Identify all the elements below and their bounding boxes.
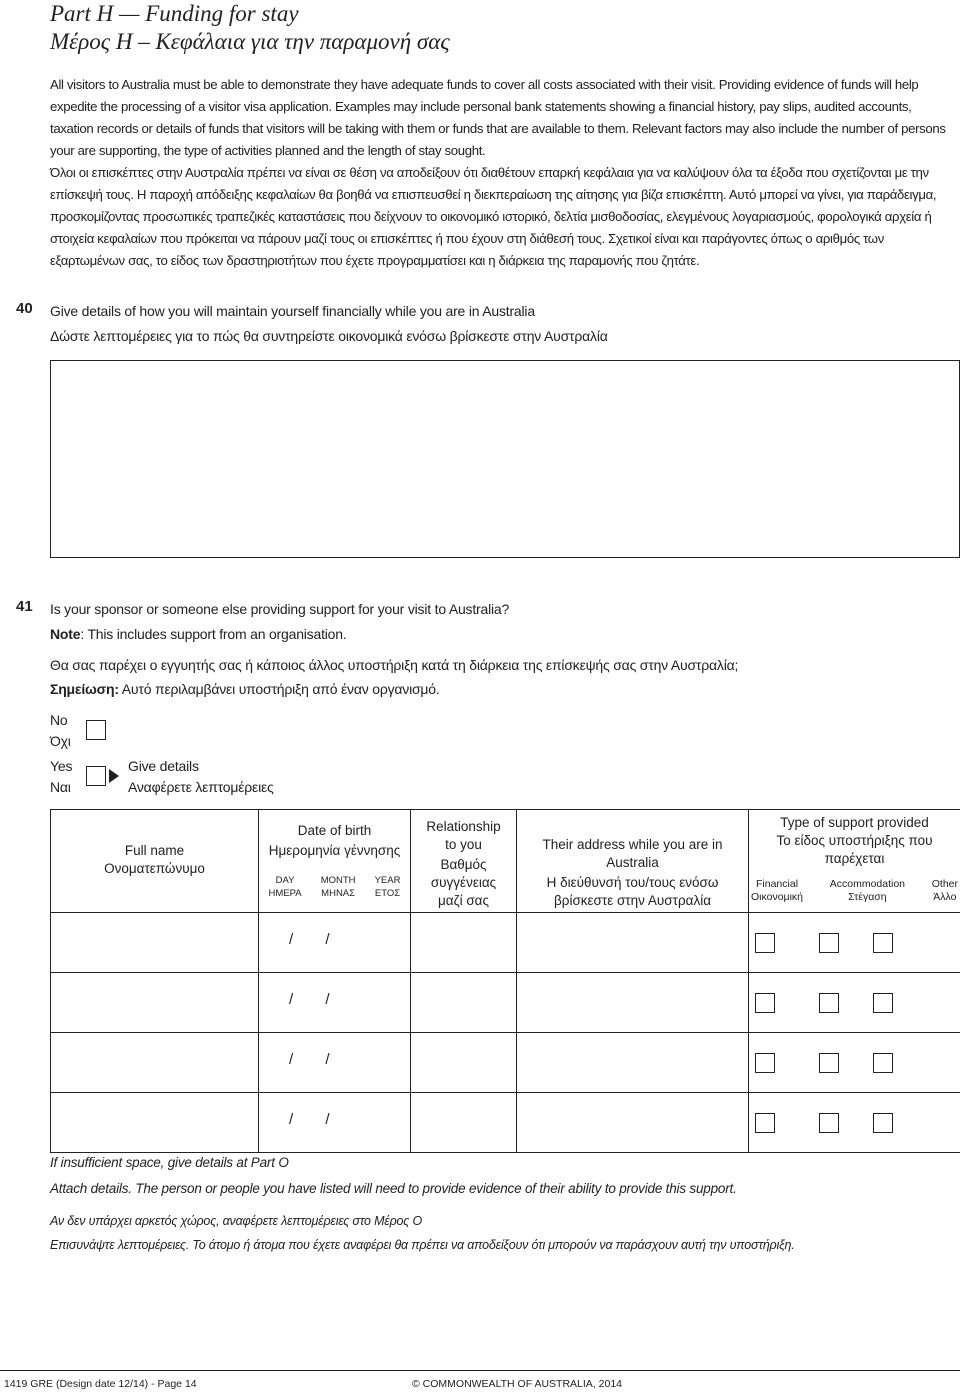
no-label-greek: Όχι: [50, 733, 71, 749]
dob-cell[interactable]: [259, 1033, 411, 1093]
day-label-greek: ΗΜΕΡΑ: [268, 888, 302, 899]
other-checkbox[interactable]: [873, 1053, 893, 1073]
page-title: Part H — Funding for stay: [50, 1, 299, 26]
address-cell[interactable]: [517, 913, 749, 973]
yes-label-greek: Ναι: [50, 779, 71, 795]
financial-checkbox[interactable]: [755, 933, 775, 953]
month-label-greek: ΜΗΝΑΣ: [321, 888, 356, 899]
question-41-text-greek: Θα σας παρέχει ο εγγυητής σας ή κάποιος άλλος υποστήριξη κατά τη διάρκεια της επίσκεψής σας στην Αυστραλία;: [50, 657, 739, 673]
financial-label-greek: Οικονομική: [751, 891, 804, 903]
full-name-cell[interactable]: [51, 973, 259, 1033]
address-label: Their address while you are in Australia: [542, 837, 723, 870]
address-cell[interactable]: [517, 1033, 749, 1093]
accommodation-checkbox[interactable]: [819, 933, 839, 953]
full-name-cell[interactable]: [51, 913, 259, 973]
support-type-cell: [749, 1093, 960, 1153]
other-label: Other: [931, 878, 958, 890]
give-details-label: Give details: [128, 758, 199, 774]
financial-checkbox[interactable]: [755, 1053, 775, 1073]
date-separator: / /: [289, 1051, 330, 1068]
accommodation-checkbox[interactable]: [819, 993, 839, 1013]
support-table: [50, 809, 960, 1153]
day-label: DAY: [275, 875, 295, 886]
other-checkbox[interactable]: [873, 1113, 893, 1133]
financial-checkbox[interactable]: [755, 1113, 775, 1133]
support-type-header: [749, 810, 960, 913]
no-label: No: [50, 712, 68, 728]
note-label-greek: Σημείωση:: [50, 681, 119, 697]
yes-label: Yes: [50, 758, 73, 774]
support-type-cell: [749, 1033, 960, 1093]
intro-greek: Όλοι οι επισκέπτες στην Αυστραλία πρέπει να είναι σε θέση να αποδείξουν ότι διαθέτουν επαρκή κεφάλαια για να καλύψουν όλα τα έξοδα που σχετίζονται με την επίσκεψή τους. Η παροχή απόδειξης κεφαλαίων θα βοηθά να επισπευσθεί η διεκπεραίωση της αίτησης για βίζα επισκέπτη. Αυτό μπορεί να γίνει, για παράδειγμα, προσκομίζοντας προσωπικές τραπεζικές καταστάσεις που δείχνουν το οικονομικό ιστορικό, δελτία μισθοδοσίας, ελεγμένους λογαριασμούς, φορολογικά αρχεία ή στοιχεία κεφαλαίων που πρόκειται να πάρουν μαζί τους οι επισκέπτες ή που έχουν στη διάθεσή τους. Σχετικοί είναι και παράγοντες όπως ο αριθμός των εξαρτωμένων σας, το είδος των δραστηριοτήτων που έχετε προγραμματίσει και η διάρκεια της παραμονής που ζητάτε.: [50, 165, 937, 268]
month-label: MONTH: [320, 875, 356, 886]
dob-cell[interactable]: [259, 1093, 411, 1153]
support-type-label: Type of support provided: [780, 815, 929, 830]
address-cell[interactable]: [517, 973, 749, 1033]
dob-cell[interactable]: [259, 973, 411, 1033]
question-41-text: Is your sponsor or someone else providing support for your visit to Australia?: [50, 601, 510, 617]
question-40-number: 40: [16, 300, 33, 317]
question-40-answer-box[interactable]: [50, 360, 960, 558]
date-separator: / /: [289, 1111, 330, 1128]
financial-label: Financial: [756, 878, 799, 890]
insufficient-space-note: If insufficient space, give details at Part O: [50, 1155, 289, 1170]
footer-page-info: 1419 GRE (Design date 12/14) - Page 14: [4, 1378, 197, 1390]
footer-copyright: © COMMONWEALTH OF AUSTRALIA, 2014: [412, 1378, 622, 1390]
accommodation-checkbox[interactable]: [819, 1053, 839, 1073]
full-name-cell[interactable]: [51, 1033, 259, 1093]
relationship-cell[interactable]: [411, 1033, 517, 1093]
arrow-right-icon: [108, 768, 120, 784]
date-separator: / /: [289, 991, 330, 1008]
address-label-greek: Η διεύθυνσή του/τους ενόσω βρίσκεστε στην Αυστραλία: [546, 875, 719, 908]
support-type-label-greek: Το είδος υποστήριξης που παρέχεται: [776, 833, 933, 866]
financial-checkbox[interactable]: [755, 993, 775, 1013]
insufficient-space-note-greek: Αν δεν υπάρχει αρκετός χώρος, αναφέρετε λεπτομέρειες στο Μέρος Ο: [50, 1214, 422, 1228]
note-text: : This includes support from an organisation.: [80, 626, 347, 642]
support-type-cell: [749, 913, 960, 973]
relationship-label-greek: Βαθμός συγγένειας μαζί σας: [430, 857, 497, 908]
dob-label-greek: Ημερομηνία γέννησης: [268, 843, 401, 858]
question-40-text: Give details of how you will maintain yourself financially while you are in Australia: [50, 303, 535, 319]
table-row: [51, 1093, 960, 1153]
no-checkbox[interactable]: [86, 720, 106, 740]
intro-english: All visitors to Australia must be able to demonstrate they have adequate funds to cover all costs associated with their visit. Providing evidence of funds will help expedite the processing of a visitor visa application. Examples may include personal bank statements showing a financial history, pay slips, audited accounts, taxation records or details of funds that visitors will be taking with them or funds that are available to them. Relevant factors may also include the number of persons your are supporting, the type of activities planned and the length of stay sought.: [50, 77, 946, 158]
relationship-header: [411, 810, 517, 913]
year-label: YEAR: [374, 875, 401, 886]
relationship-cell[interactable]: [411, 913, 517, 973]
attach-details-note-greek: Επισυνάψτε λεπτομέρειες. Το άτομο ή άτομα που έχετε αναφέρει θα πρέπει να αποδείξουν ότι μπορούν να παράσχουν αυτή την υποστήριξη.: [50, 1238, 795, 1252]
attach-details-note: Attach details. The person or people you have listed will need to provide evidence of their ability to provide this support.: [50, 1181, 737, 1196]
relationship-cell[interactable]: [411, 1093, 517, 1153]
dob-cell[interactable]: [259, 913, 411, 973]
question-40-text-greek: Δώστε λεπτομέρειες για το πώς θα συντηρείστε οικονομικά ενόσω βρίσκεστε στην Αυστραλία: [50, 328, 608, 344]
table-row: [51, 973, 960, 1033]
table-header-row: [51, 810, 960, 913]
accommodation-label-greek: Στέγαση: [848, 891, 887, 903]
note-label: Note: [50, 626, 81, 642]
full-name-cell[interactable]: [51, 1093, 259, 1153]
dob-header: [259, 810, 411, 913]
question-41-number: 41: [16, 598, 33, 615]
support-type-cell: [749, 973, 960, 1033]
date-separator: / /: [289, 931, 330, 948]
accommodation-checkbox[interactable]: [819, 1113, 839, 1133]
note-text-greek: Αυτό περιλαμβάνει υποστήριξη από έναν οργανισμό.: [118, 681, 440, 697]
full-name-label-greek: Ονοματεπώνυμο: [104, 861, 205, 876]
give-details-label-greek: Αναφέρετε λεπτομέρειες: [128, 779, 274, 795]
table-row: [51, 913, 960, 973]
table-row: [51, 1033, 960, 1093]
other-checkbox[interactable]: [873, 993, 893, 1013]
question-41-note: [50, 623, 347, 645]
yes-checkbox[interactable]: [86, 766, 106, 786]
other-checkbox[interactable]: [873, 933, 893, 953]
relationship-label: Relationship to you: [426, 819, 501, 852]
other-label-greek: Άλλο: [933, 891, 957, 903]
page-title-greek: Μέρος Η – Κεφάλαια για την παραμονή σας: [50, 29, 450, 54]
address-header: [517, 810, 749, 913]
full-name-label: Full name: [124, 843, 185, 858]
address-cell[interactable]: [517, 1093, 749, 1153]
year-label-greek: ΕΤΟΣ: [374, 888, 401, 899]
accommodation-label: Accommodation: [829, 878, 906, 890]
dob-label: Date of birth: [297, 823, 372, 838]
full-name-header: [51, 810, 259, 913]
footer-divider: [0, 1370, 960, 1371]
question-41-note-greek: [50, 678, 440, 700]
relationship-cell[interactable]: [411, 973, 517, 1033]
